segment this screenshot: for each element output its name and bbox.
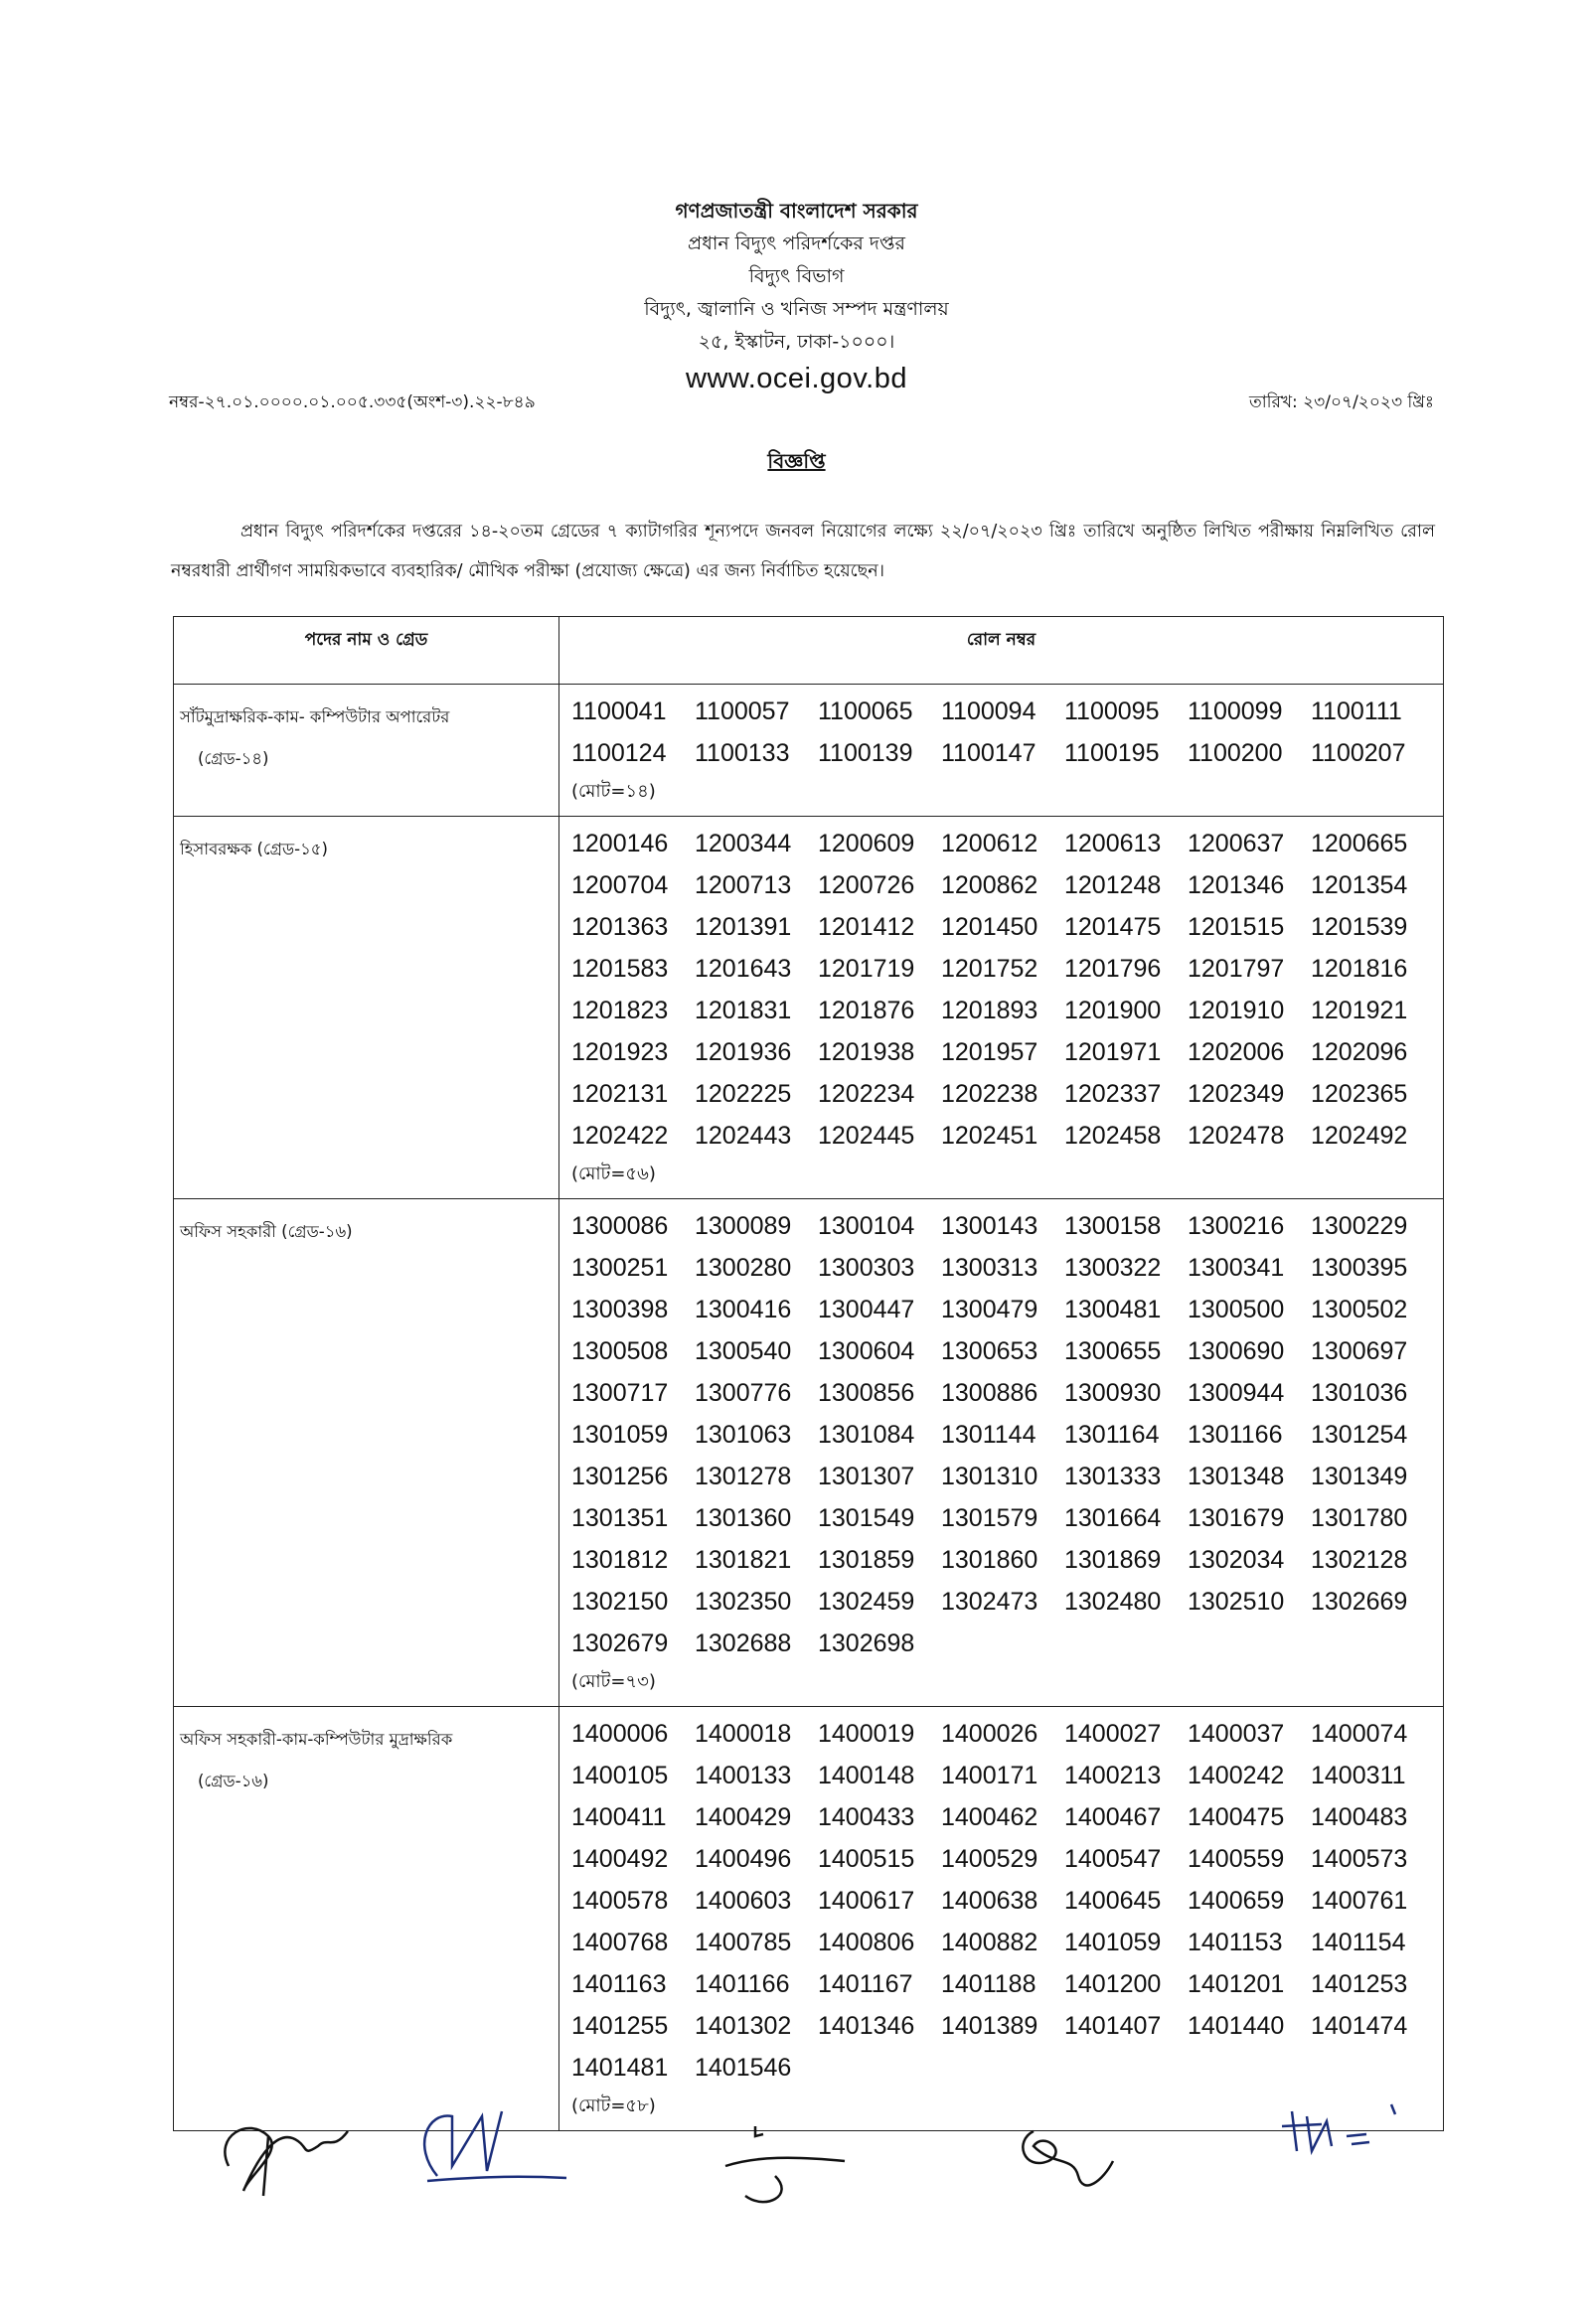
roll-number: 1301812: [571, 1546, 669, 1574]
roll-number: 1200146: [571, 830, 669, 857]
roll-number: 1301869: [1064, 1546, 1162, 1574]
table-row: [174, 1707, 1444, 2131]
roll-number: 1300500: [1188, 1296, 1285, 1323]
roll-number: 1201475: [1064, 913, 1162, 941]
roll-number: 1300502: [1311, 1296, 1408, 1323]
roll-number: 1400411: [571, 1803, 667, 1831]
roll-number: 1100207: [1311, 739, 1406, 767]
roll-number: 1400462: [941, 1803, 1038, 1831]
roll-number: 1300653: [941, 1337, 1038, 1365]
roll-list: [571, 823, 1443, 1157]
roll-number: 1301063: [695, 1421, 792, 1449]
roll-number: 1400133: [695, 1762, 792, 1789]
roll-number: 1302150: [571, 1588, 669, 1616]
memo-number: নম্বর-২৭.০১.০০০০.০১.০০৫.৩৩৫(অংশ-৩).২২-৮৪৯: [169, 392, 536, 412]
memo-date: তারিখ: ২৩/০৭/২০২৩ খ্রিঃ: [1248, 392, 1434, 412]
roll-number: 1300655: [1064, 1337, 1162, 1365]
roll-number: 1301360: [695, 1504, 792, 1532]
roll-number: 1202238: [941, 1080, 1038, 1108]
roll-number: 1302669: [1311, 1588, 1408, 1616]
roll-number: 1301310: [941, 1463, 1038, 1490]
roll-number: 1400074: [1311, 1720, 1408, 1748]
roll-list: [571, 1713, 1443, 2089]
roll-number: 1401389: [941, 2012, 1038, 2040]
roll-number: 1100099: [1188, 697, 1283, 725]
roll-number: 1202225: [695, 1080, 792, 1108]
roll-list: [571, 691, 1443, 774]
roll-number: 1300313: [941, 1254, 1038, 1282]
roll-number: 1200665: [1311, 830, 1408, 857]
roll-number: 1400547: [1064, 1845, 1162, 1873]
roll-number: 1201971: [1064, 1038, 1162, 1066]
roll-number: 1100139: [818, 739, 913, 767]
roll-number: 1302350: [695, 1588, 792, 1616]
roll-number: 1300776: [695, 1379, 792, 1407]
signature-1: [209, 2096, 378, 2206]
roll-cell: [559, 1199, 1444, 1707]
roll-number: 1201539: [1311, 913, 1408, 941]
roll-number: 1301349: [1311, 1463, 1408, 1490]
roll-number: 1301166: [1188, 1421, 1283, 1449]
roll-number: 1400242: [1188, 1762, 1285, 1789]
roll-number: 1300856: [818, 1379, 915, 1407]
roll-number: 1301036: [1311, 1379, 1408, 1407]
result-table: [173, 616, 1444, 2131]
notice-body: প্রধান বিদ্যুৎ পরিদর্শকের দপ্তরের ১৪-২০তম গ্রেডের ৭ ক্যাটাগরির শূন্যপদে জনবল নিয়োগের লক্ষ্যে ২২/০৭/২০২৩ খ্রিঃ তারিখে অনুষ্ঠিত লিখিত পরীক্ষায় নিম্নলিখিত রোল নম্বরধারী প্রার্থীগণ সাময়িকভাবে ব্যবহারিক/ মৌখিক পরীক্ষা (প্রযোজ্য ক্ষেত্রে) এর জন্য নির্বাচিত হয়েছেন।: [171, 522, 1435, 581]
roll-number: 1400148: [818, 1762, 915, 1789]
roll-number: 1202006: [1188, 1038, 1285, 1066]
roll-number: 1201797: [1188, 955, 1285, 983]
government-name: গণপ্রজাতন্ত্রী বাংলাদেশ সরকার: [675, 199, 918, 223]
roll-number: 1401200: [1064, 1970, 1162, 1998]
roll-number: 1400882: [941, 1929, 1038, 1956]
roll-number: 1400483: [1311, 1803, 1408, 1831]
roll-number: 1201412: [818, 913, 915, 941]
post-column-header: পদের নাম ও গ্রেড: [174, 617, 559, 685]
roll-number: 1201346: [1188, 871, 1285, 899]
roll-number: 1400171: [941, 1762, 1038, 1789]
roll-number: 1300697: [1311, 1337, 1408, 1365]
roll-number: 1201719: [818, 955, 915, 983]
roll-number: 1400467: [1064, 1803, 1162, 1831]
roll-cell: [559, 1707, 1444, 2131]
roll-number: 1202096: [1311, 1038, 1408, 1066]
roll-number: 1301549: [818, 1504, 915, 1532]
roll-number: 1202451: [941, 1122, 1038, 1150]
roll-number: 1302679: [571, 1629, 669, 1657]
roll-number: 1301859: [818, 1546, 915, 1574]
post-cell: [174, 1199, 559, 1707]
post-name: সাঁটমুদ্রাক্ষরিক-কাম- কম্পিউটার অপারেটর: [180, 707, 450, 726]
roll-number: 1401302: [695, 2012, 792, 2040]
roll-list: [571, 1205, 1443, 1664]
roll-number: 1200612: [941, 830, 1038, 857]
roll-number: 1300143: [941, 1212, 1038, 1240]
signature-2: [407, 2096, 576, 2196]
roll-number: 1300944: [1188, 1379, 1285, 1407]
roll-number: 1201876: [818, 997, 915, 1024]
roll-number: 1201900: [1064, 997, 1162, 1024]
roll-number: 1300690: [1188, 1337, 1285, 1365]
roll-number: 1300341: [1188, 1254, 1285, 1282]
roll-number: 1201450: [941, 913, 1038, 941]
roll-number: 1202422: [571, 1122, 669, 1150]
roll-number: 1401474: [1311, 2012, 1408, 2040]
roll-number: 1401201: [1188, 1970, 1285, 1998]
roll-number: 1301059: [571, 1421, 669, 1449]
roll-number: 1400037: [1188, 1720, 1285, 1748]
roll-number: 1300251: [571, 1254, 669, 1282]
roll-number: 1400429: [695, 1803, 792, 1831]
roll-number: 1201391: [695, 913, 792, 941]
roll-number: 1400018: [695, 1720, 792, 1748]
roll-number: 1202458: [1064, 1122, 1162, 1150]
roll-number: 1201910: [1188, 997, 1285, 1024]
roll-number: 1300398: [571, 1296, 669, 1323]
roll-number: 1401255: [571, 2012, 669, 2040]
roll-number: 1200862: [941, 871, 1038, 899]
office-header: [0, 195, 1593, 398]
roll-number: 1300229: [1311, 1212, 1408, 1240]
roll-number: 1201936: [695, 1038, 792, 1066]
roll-number: 1200637: [1188, 830, 1285, 857]
roll-number: 1301144: [941, 1421, 1036, 1449]
roll-number: 1100195: [1064, 739, 1160, 767]
roll-number: 1201752: [941, 955, 1038, 983]
roll-number: 1301307: [818, 1463, 915, 1490]
roll-number: 1302473: [941, 1588, 1038, 1616]
roll-number: 1300280: [695, 1254, 792, 1282]
roll-number: 1201823: [571, 997, 669, 1024]
roll-number: 1201643: [695, 955, 792, 983]
roll-number: 1300216: [1188, 1212, 1285, 1240]
roll-number: 1401440: [1188, 2012, 1285, 2040]
roll-number: 1301780: [1311, 1504, 1408, 1532]
roll-number: 1302698: [818, 1629, 915, 1657]
roll-number: 1400573: [1311, 1845, 1408, 1873]
roll-number: 1300416: [695, 1296, 792, 1323]
post-cell: [174, 685, 559, 817]
roll-number: 1400433: [818, 1803, 915, 1831]
roll-number: 1200344: [695, 830, 792, 857]
roll-number: 1201248: [1064, 871, 1162, 899]
roll-number: 1401154: [1311, 1929, 1406, 1956]
roll-number: 1100065: [818, 697, 913, 725]
roll-number: 1300717: [571, 1379, 669, 1407]
roll-number: 1100111: [1311, 697, 1402, 725]
roll-number: 1400311: [1311, 1762, 1406, 1789]
roll-number: 1301278: [695, 1463, 792, 1490]
roll-number: 1201921: [1311, 997, 1408, 1024]
roll-number: 1100124: [571, 739, 667, 767]
roll-number: 1301860: [941, 1546, 1038, 1574]
roll-number: 1202478: [1188, 1122, 1285, 1150]
roll-number: 1202365: [1311, 1080, 1408, 1108]
roll-number: 1302688: [695, 1629, 792, 1657]
roll-number: 1401253: [1311, 1970, 1408, 1998]
roll-number: 1100057: [695, 697, 790, 725]
roll-number: 1100041: [571, 697, 667, 725]
roll-number: 1202234: [818, 1080, 915, 1108]
roll-number: 1300089: [695, 1212, 792, 1240]
roll-number: 1300322: [1064, 1254, 1162, 1282]
roll-number: 1302459: [818, 1588, 915, 1616]
post-name: হিসাবরক্ষক (গ্রেড-১৫): [180, 840, 328, 858]
roll-cell: [559, 685, 1444, 817]
roll-number: 1400785: [695, 1929, 792, 1956]
roll-number: 1100095: [1064, 697, 1160, 725]
roll-number: 1400105: [571, 1762, 669, 1789]
roll-number: 1400006: [571, 1720, 669, 1748]
roll-number: 1400492: [571, 1845, 669, 1873]
roll-number: 1301254: [1311, 1421, 1408, 1449]
roll-number: 1201816: [1311, 955, 1408, 983]
roll-number: 1301164: [1064, 1421, 1160, 1449]
signature-5: [1272, 2096, 1421, 2176]
post-grade: (গ্রেড-১৬): [198, 1772, 269, 1790]
table-row: [174, 685, 1444, 817]
roll-number: 1300604: [818, 1337, 915, 1365]
roll-number: 1301821: [695, 1546, 792, 1574]
roll-number: 1401059: [1064, 1929, 1162, 1956]
roll-number: 1300086: [571, 1212, 669, 1240]
roll-number: 1400603: [695, 1887, 792, 1915]
roll-number: 1201893: [941, 997, 1038, 1024]
roll-number: 1201831: [695, 997, 792, 1024]
roll-number: 1302034: [1188, 1546, 1285, 1574]
roll-number: 1400515: [818, 1845, 915, 1873]
roll-number: 1300303: [818, 1254, 915, 1282]
roll-number: 1401546: [695, 2054, 792, 2082]
roll-number: 1401153: [1188, 1929, 1283, 1956]
roll-number: 1400019: [818, 1720, 915, 1748]
roll-number: 1201796: [1064, 955, 1162, 983]
website-link[interactable]: www.ocei.gov.bd: [686, 363, 907, 394]
roll-cell: [559, 817, 1444, 1199]
roll-number: 1301579: [941, 1504, 1038, 1532]
roll-number: 1201957: [941, 1038, 1038, 1066]
roll-number: 1301084: [818, 1421, 915, 1449]
roll-number: 1201923: [571, 1038, 669, 1066]
office-name: প্রধান বিদ্যুৎ পরিদর্শকের দপ্তর: [688, 232, 905, 254]
roll-number: 1300104: [818, 1212, 915, 1240]
roll-number: 1201583: [571, 955, 669, 983]
roll-number: 1200609: [818, 830, 915, 857]
roll-number: 1300481: [1064, 1296, 1162, 1323]
roll-number: 1202131: [571, 1080, 669, 1108]
roll-number: 1401407: [1064, 2012, 1162, 2040]
roll-number: 1201363: [571, 913, 669, 941]
signature-4: [1004, 2101, 1133, 2211]
roll-number: 1301256: [571, 1463, 669, 1490]
table-header-row: [174, 617, 1444, 685]
roll-number: 1400213: [1064, 1762, 1162, 1789]
roll-number: 1201938: [818, 1038, 915, 1066]
roll-number: 1300540: [695, 1337, 792, 1365]
roll-number: 1401163: [571, 1970, 667, 1998]
roll-number: 1301333: [1064, 1463, 1162, 1490]
office-address: ২৫, ইস্কাটন, ঢাকা-১০০০।: [698, 331, 895, 353]
roll-number: 1400768: [571, 1929, 669, 1956]
roll-number: 1201354: [1311, 871, 1408, 899]
post-cell: [174, 1707, 559, 2131]
roll-number: 1400026: [941, 1720, 1038, 1748]
roll-number: 1301664: [1064, 1504, 1162, 1532]
roll-number: 1301679: [1188, 1504, 1285, 1532]
roll-number: 1302128: [1311, 1546, 1408, 1574]
row-total: (মোট=৫৮): [571, 2095, 656, 2116]
post-name: অফিস সহকারী (গ্রেড-১৬): [180, 1222, 353, 1241]
table-row: [174, 817, 1444, 1199]
roll-number: 1202443: [695, 1122, 792, 1150]
roll-number: 1400659: [1188, 1887, 1285, 1915]
ministry-name: বিদ্যুৎ, জ্বালানি ও খনিজ সম্পদ মন্ত্রণালয়: [644, 298, 949, 320]
roll-number: 1400617: [818, 1887, 915, 1915]
row-total: (মোট=৫৬): [571, 1163, 656, 1184]
roll-number: 1200613: [1064, 830, 1162, 857]
roll-number: 1400475: [1188, 1803, 1285, 1831]
roll-number: 1200713: [695, 871, 792, 899]
roll-number: 1100147: [941, 739, 1036, 767]
row-total: (মোট=১৪): [571, 781, 656, 802]
roll-number: 1300930: [1064, 1379, 1162, 1407]
roll-number: 1200704: [571, 871, 669, 899]
roll-number: 1400496: [695, 1845, 792, 1873]
roll-number: 1401167: [818, 1970, 913, 1998]
row-total: (মোট=৭৩): [571, 1671, 656, 1692]
division-name: বিদ্যুৎ বিভাগ: [748, 265, 845, 287]
roll-number: 1202349: [1188, 1080, 1285, 1108]
roll-number: 1301351: [571, 1504, 669, 1532]
roll-number: 1301348: [1188, 1463, 1285, 1490]
roll-number: 1400559: [1188, 1845, 1285, 1873]
roll-number: 1100133: [695, 739, 790, 767]
roll-number: 1302510: [1188, 1588, 1285, 1616]
roll-number: 1202337: [1064, 1080, 1162, 1108]
post-grade: (গ্রেড-১৪): [198, 749, 269, 768]
roll-number: 1400645: [1064, 1887, 1162, 1915]
signature-3: [716, 2106, 865, 2216]
roll-number: 1201515: [1188, 913, 1285, 941]
roll-number: 1400806: [818, 1929, 915, 1956]
roll-number: 1401166: [695, 1970, 790, 1998]
roll-number: 1302480: [1064, 1588, 1162, 1616]
notice-title: বিজ্ঞপ্তি: [767, 449, 826, 473]
roll-number: 1300395: [1311, 1254, 1408, 1282]
roll-number: 1401481: [571, 2054, 669, 2082]
post-name: অফিস সহকারী-কাম-কম্পিউটার মুদ্রাক্ষরিক: [180, 1730, 453, 1749]
roll-number: 1300479: [941, 1296, 1038, 1323]
roll-number: 1400638: [941, 1887, 1038, 1915]
roll-number: 1300508: [571, 1337, 669, 1365]
roll-number: 1400027: [1064, 1720, 1162, 1748]
signature-area: [199, 2096, 1451, 2246]
roll-number: 1400529: [941, 1845, 1038, 1873]
roll-number: 1202445: [818, 1122, 915, 1150]
roll-number: 1202492: [1311, 1122, 1408, 1150]
table-row: [174, 1199, 1444, 1707]
roll-number: 1400761: [1311, 1887, 1408, 1915]
roll-number: 1300886: [941, 1379, 1038, 1407]
roll-number: 1401188: [941, 1970, 1036, 1998]
roll-number: 1100094: [941, 697, 1036, 725]
roll-column-header: রোল নম্বর: [559, 617, 1444, 685]
table-body: [174, 685, 1444, 2131]
roll-number: 1100200: [1188, 739, 1283, 767]
roll-number: 1400578: [571, 1887, 669, 1915]
roll-number: 1401346: [818, 2012, 915, 2040]
roll-number: 1200726: [818, 871, 915, 899]
roll-number: 1300447: [818, 1296, 915, 1323]
post-cell: [174, 817, 559, 1199]
roll-number: 1300158: [1064, 1212, 1162, 1240]
